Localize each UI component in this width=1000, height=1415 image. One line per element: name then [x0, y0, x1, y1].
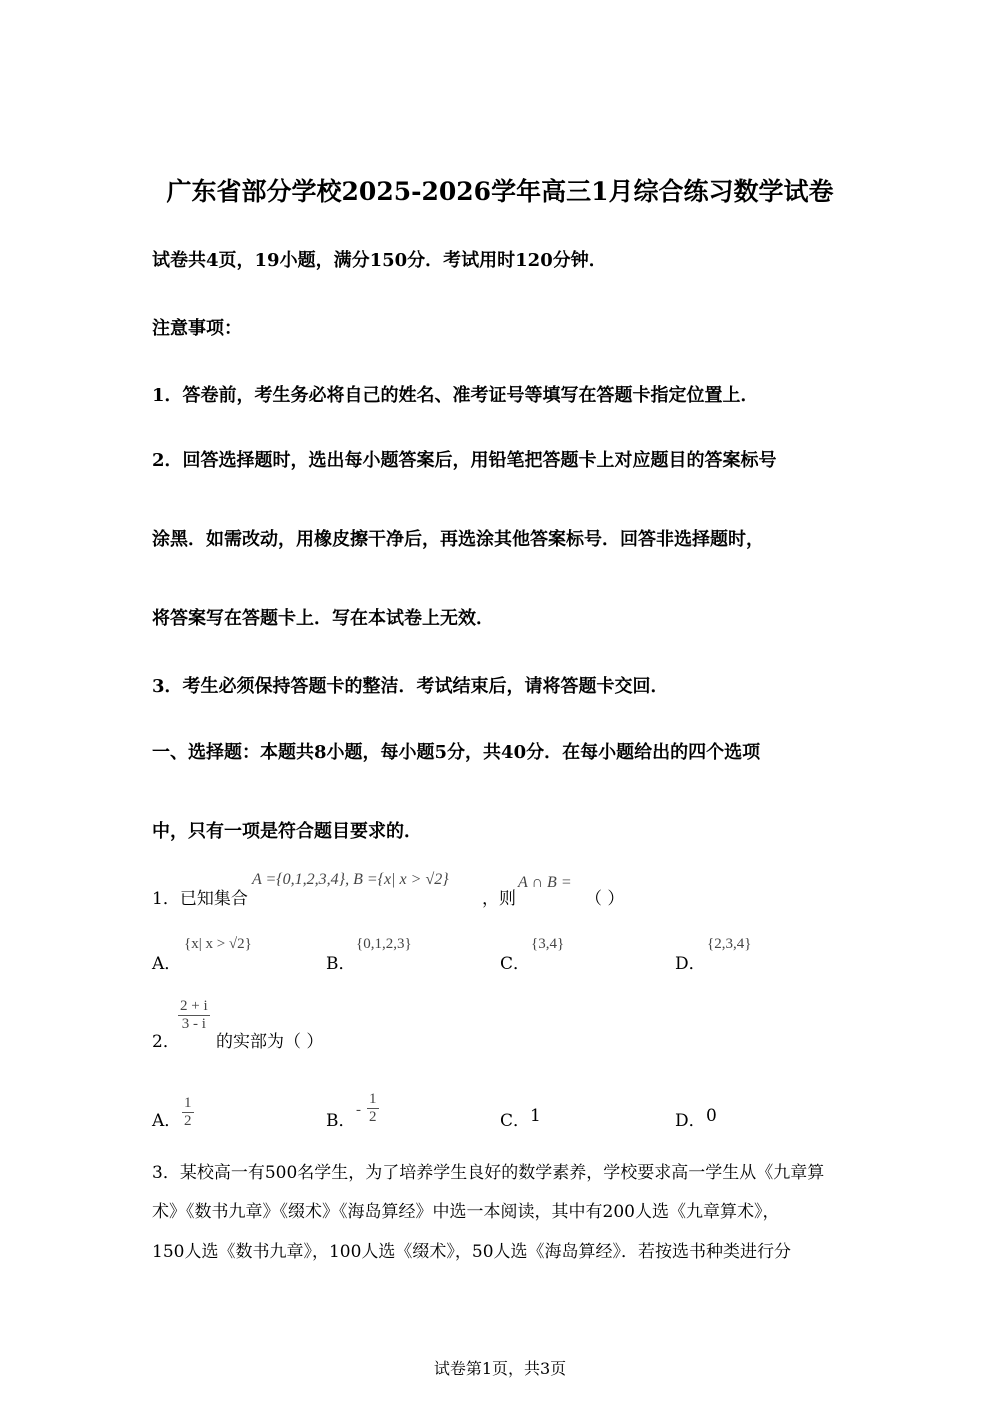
exam-intro: 试卷共4页，19小题，满分150分．考试用时120分钟． — [152, 250, 607, 271]
question-1-sets: A ={0,1,2,3,4}, B ={x| x > √2} — [252, 871, 449, 888]
option-c-text: 1 — [530, 1106, 541, 1126]
option-a-fraction — [182, 1095, 194, 1130]
option-a-label: A． — [152, 1111, 182, 1131]
option-b-fraction — [367, 1091, 379, 1126]
option-d-expr: {2,3,4} — [707, 936, 752, 952]
option-d-label: D． — [675, 954, 706, 974]
option-a-label: A． — [152, 954, 182, 974]
question-1-paren: （ ） — [585, 889, 625, 909]
option-b-expr: {0,1,2,3} — [356, 936, 412, 952]
fraction-numerator: 2 + i — [180, 998, 208, 1014]
fraction-denominator: 2 — [369, 1109, 377, 1125]
fraction-numerator: 1 — [184, 1095, 192, 1111]
notice-item: 3．考生必须保持答题卡的整洁．考试结束后，请将答题卡交回． — [152, 676, 669, 697]
notice-item: 涂黑．如需改动，用橡皮擦干净后，再选涂其他答案标号．回答非选择题时， — [152, 529, 764, 550]
question-1-ask: A ∩ B = — [518, 874, 572, 891]
option-b-label: B． — [326, 954, 356, 974]
option-c-label: C． — [500, 1111, 531, 1131]
option-d-text: 0 — [706, 1106, 717, 1126]
notice-item: 1．答卷前，考生务必将自己的姓名、准考证号等填写在答题卡指定位置上． — [152, 385, 759, 406]
section-heading: 一、选择题：本题共8小题，每小题5分，共40分．在每小题给出的四个选项 — [152, 742, 761, 763]
notice-item: 2．回答选择题时，选出每小题答案后，用铅笔把答题卡上对应题目的答案标号 — [152, 450, 777, 471]
question-1-mid: ，则 — [482, 889, 516, 909]
section-heading: 中，只有一项是符合题目要求的． — [152, 821, 422, 842]
question-3-line: 150人选《数书九章》，100人选《缀术》，50人选《海岛算经》．若按选书种类进行分 — [152, 1242, 792, 1262]
option-c-label: C． — [500, 954, 531, 974]
question-3-line: 术》《数书九章》《缀术》《海岛算经》中选一本阅读，其中有200人选《九章算术》， — [152, 1202, 780, 1222]
option-b-label: B． — [326, 1111, 356, 1131]
question-2-prefix: 2． — [152, 1032, 180, 1052]
exam-title: 广东省部分学校2025-2026学年高三1月综合练习数学试卷 — [166, 177, 834, 206]
notice-item: 将答案写在答题卡上．写在本试卷上无效． — [152, 608, 494, 629]
fraction-numerator: 1 — [369, 1091, 377, 1107]
option-a-expr: {x| x > √2} — [184, 936, 252, 952]
question-3-line: 3．某校高一有500名学生，为了培养学生良好的数学素养，学校要求高一学生从《九章算 — [152, 1163, 825, 1183]
question-2-fraction — [178, 998, 210, 1033]
fraction-denominator: 3 - i — [181, 1016, 206, 1032]
page-footer: 试卷第1页，共3页 — [433, 1359, 567, 1378]
option-d-label: D． — [675, 1111, 706, 1131]
option-c-expr: {3,4} — [531, 936, 565, 952]
notice-heading: 注意事项： — [152, 318, 242, 339]
question-1-prefix: 1．已知集合 — [152, 889, 248, 909]
question-2-suffix: 的实部为（ ） — [216, 1032, 324, 1052]
option-b-sign: - — [356, 1102, 361, 1118]
fraction-denominator: 2 — [184, 1113, 192, 1129]
